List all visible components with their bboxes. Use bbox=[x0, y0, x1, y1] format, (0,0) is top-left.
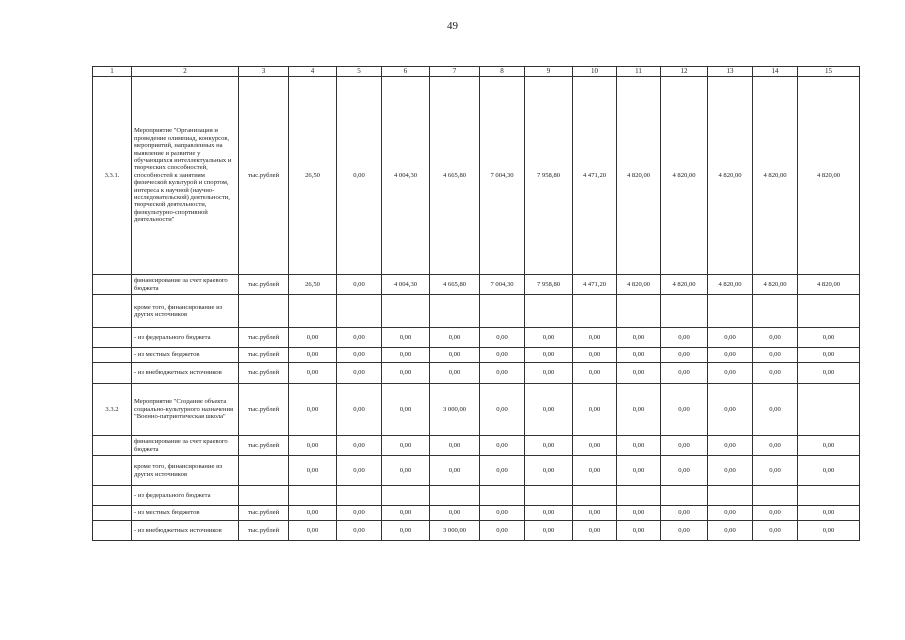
value-cell: 0,00 bbox=[753, 436, 798, 456]
value-cell: 4 820,00 bbox=[617, 77, 661, 275]
value-cell: 0,00 bbox=[289, 456, 337, 486]
value-cell: 0,00 bbox=[480, 348, 525, 363]
row-name-cell: финансирование за счет краевого бюджета bbox=[132, 275, 239, 295]
value-cell bbox=[573, 295, 617, 328]
value-cell: 0,00 bbox=[708, 506, 753, 521]
value-cell bbox=[708, 486, 753, 506]
table-row bbox=[93, 456, 860, 486]
value-cell: 0,00 bbox=[617, 506, 661, 521]
value-cell: 4 820,00 bbox=[661, 275, 708, 295]
value-cell: 4 820,00 bbox=[617, 275, 661, 295]
value-cell: 0,00 bbox=[337, 275, 382, 295]
value-cell: 0,00 bbox=[661, 384, 708, 436]
value-cell: 26,50 bbox=[289, 275, 337, 295]
row-name-cell: - из местных бюджетов bbox=[132, 348, 239, 363]
value-cell bbox=[708, 295, 753, 328]
value-cell: 0,00 bbox=[382, 328, 430, 348]
value-cell: 0,00 bbox=[382, 456, 430, 486]
value-cell: 0,00 bbox=[525, 521, 573, 541]
value-cell: 7 958,80 bbox=[525, 275, 573, 295]
value-cell: 0,00 bbox=[337, 456, 382, 486]
row-number-cell bbox=[93, 363, 132, 384]
value-cell: 0,00 bbox=[708, 456, 753, 486]
value-cell: 0,00 bbox=[430, 456, 480, 486]
row-number-cell bbox=[93, 521, 132, 541]
value-cell: 4 471,20 bbox=[573, 275, 617, 295]
row-name-cell: Мероприятие "Создание объекта социально-культурного назначения "Военно-патриотическая школа" bbox=[132, 384, 239, 436]
value-cell: 0,00 bbox=[573, 506, 617, 521]
value-cell: 0,00 bbox=[289, 506, 337, 521]
column-number: 3 bbox=[239, 67, 289, 77]
table-row bbox=[93, 295, 860, 328]
value-cell: 0,00 bbox=[430, 328, 480, 348]
table-row bbox=[93, 348, 860, 363]
value-cell: 7 958,80 bbox=[525, 77, 573, 275]
value-cell: 0,00 bbox=[525, 348, 573, 363]
value-cell: 4 004,30 bbox=[382, 275, 430, 295]
unit-cell: тыс.рублей bbox=[239, 506, 289, 521]
value-cell: 0,00 bbox=[661, 436, 708, 456]
row-number-cell bbox=[93, 295, 132, 328]
value-cell bbox=[337, 486, 382, 506]
value-cell: 0,00 bbox=[337, 348, 382, 363]
value-cell: 0,00 bbox=[382, 384, 430, 436]
value-cell: 0,00 bbox=[337, 384, 382, 436]
row-number-cell bbox=[93, 275, 132, 295]
value-cell: 0,00 bbox=[661, 506, 708, 521]
column-number: 8 bbox=[480, 67, 525, 77]
value-cell: 0,00 bbox=[382, 521, 430, 541]
row-name-cell: финансирование за счет краевого бюджета bbox=[132, 436, 239, 456]
value-cell: 0,00 bbox=[661, 456, 708, 486]
column-number: 12 bbox=[661, 67, 708, 77]
value-cell: 0,00 bbox=[289, 328, 337, 348]
value-cell: 0,00 bbox=[337, 521, 382, 541]
value-cell: 0,00 bbox=[661, 363, 708, 384]
value-cell: 0,00 bbox=[573, 348, 617, 363]
row-name-cell: кроме того, финансирование из других источников bbox=[132, 295, 239, 328]
unit-cell bbox=[239, 295, 289, 328]
value-cell: 0,00 bbox=[573, 384, 617, 436]
unit-cell: тыс.рублей bbox=[239, 348, 289, 363]
value-cell: 4 665,80 bbox=[430, 275, 480, 295]
value-cell: 0,00 bbox=[337, 436, 382, 456]
value-cell bbox=[525, 486, 573, 506]
value-cell: 4 665,80 bbox=[430, 77, 480, 275]
value-cell: 0,00 bbox=[617, 384, 661, 436]
value-cell bbox=[617, 486, 661, 506]
value-cell: 4 820,00 bbox=[798, 77, 860, 275]
column-number: 6 bbox=[382, 67, 430, 77]
row-name-cell: - из федерального бюджета bbox=[132, 486, 239, 506]
value-cell: 4 471,20 bbox=[573, 77, 617, 275]
value-cell: 0,00 bbox=[525, 363, 573, 384]
value-cell: 0,00 bbox=[753, 363, 798, 384]
value-cell: 4 004,30 bbox=[382, 77, 430, 275]
unit-cell: тыс.рублей bbox=[239, 436, 289, 456]
value-cell: 7 004,30 bbox=[480, 77, 525, 275]
unit-cell bbox=[239, 456, 289, 486]
value-cell: 0,00 bbox=[525, 328, 573, 348]
column-number: 13 bbox=[708, 67, 753, 77]
value-cell bbox=[617, 295, 661, 328]
unit-cell: тыс.рублей bbox=[239, 363, 289, 384]
value-cell: 0,00 bbox=[525, 506, 573, 521]
unit-cell bbox=[239, 486, 289, 506]
row-name-cell: - из внебюджетных источников bbox=[132, 363, 239, 384]
column-number: 1 bbox=[93, 67, 132, 77]
unit-cell: тыс.рублей bbox=[239, 384, 289, 436]
value-cell: 0,00 bbox=[337, 363, 382, 384]
row-number-cell bbox=[93, 348, 132, 363]
table-body bbox=[93, 67, 860, 541]
column-number: 11 bbox=[617, 67, 661, 77]
value-cell bbox=[382, 295, 430, 328]
value-cell: 0,00 bbox=[480, 328, 525, 348]
value-cell: 0,00 bbox=[430, 348, 480, 363]
value-cell bbox=[289, 295, 337, 328]
value-cell: 0,00 bbox=[617, 521, 661, 541]
value-cell: 0,00 bbox=[289, 348, 337, 363]
value-cell bbox=[480, 486, 525, 506]
value-cell: 4 820,00 bbox=[708, 77, 753, 275]
column-number: 9 bbox=[525, 67, 573, 77]
value-cell: 0,00 bbox=[753, 521, 798, 541]
table-row bbox=[93, 275, 860, 295]
value-cell: 0,00 bbox=[798, 328, 860, 348]
value-cell: 0,00 bbox=[337, 77, 382, 275]
column-number: 2 bbox=[132, 67, 239, 77]
value-cell: 0,00 bbox=[617, 436, 661, 456]
value-cell: 0,00 bbox=[661, 348, 708, 363]
row-number-cell bbox=[93, 328, 132, 348]
value-cell: 0,00 bbox=[382, 363, 430, 384]
value-cell: 3 000,00 bbox=[430, 384, 480, 436]
value-cell: 0,00 bbox=[708, 363, 753, 384]
row-number-cell: 3.3.2 bbox=[93, 384, 132, 436]
value-cell bbox=[430, 486, 480, 506]
value-cell: 26,50 bbox=[289, 77, 337, 275]
value-cell: 0,00 bbox=[480, 363, 525, 384]
value-cell bbox=[798, 295, 860, 328]
row-name-cell: кроме того, финансирование из других источников bbox=[132, 456, 239, 486]
column-number: 15 bbox=[798, 67, 860, 77]
value-cell: 0,00 bbox=[573, 363, 617, 384]
unit-cell: тыс.рублей bbox=[239, 77, 289, 275]
row-name-cell: - из внебюджетных источников bbox=[132, 521, 239, 541]
value-cell: 0,00 bbox=[617, 348, 661, 363]
value-cell bbox=[525, 295, 573, 328]
row-name-cell: - из местных бюджетов bbox=[132, 506, 239, 521]
value-cell: 0,00 bbox=[753, 456, 798, 486]
value-cell: 0,00 bbox=[708, 436, 753, 456]
value-cell: 0,00 bbox=[289, 384, 337, 436]
value-cell: 0,00 bbox=[753, 328, 798, 348]
value-cell: 0,00 bbox=[708, 384, 753, 436]
value-cell: 0,00 bbox=[798, 506, 860, 521]
column-number: 14 bbox=[753, 67, 798, 77]
value-cell bbox=[573, 486, 617, 506]
value-cell: 0,00 bbox=[525, 456, 573, 486]
value-cell: 0,00 bbox=[382, 436, 430, 456]
value-cell bbox=[480, 295, 525, 328]
table-row bbox=[93, 506, 860, 521]
value-cell: 0,00 bbox=[480, 436, 525, 456]
column-number: 4 bbox=[289, 67, 337, 77]
row-number-cell: 3.3.1. bbox=[93, 77, 132, 275]
value-cell bbox=[798, 486, 860, 506]
value-cell: 0,00 bbox=[798, 436, 860, 456]
table-row bbox=[93, 436, 860, 456]
value-cell: 0,00 bbox=[430, 363, 480, 384]
table-row bbox=[93, 363, 860, 384]
column-number: 7 bbox=[430, 67, 480, 77]
value-cell: 0,00 bbox=[382, 348, 430, 363]
value-cell: 0,00 bbox=[617, 456, 661, 486]
value-cell: 0,00 bbox=[708, 521, 753, 541]
row-number-cell bbox=[93, 506, 132, 521]
value-cell: 0,00 bbox=[661, 521, 708, 541]
page-number: 49 bbox=[447, 20, 458, 32]
table-row bbox=[93, 77, 860, 275]
value-cell: 0,00 bbox=[337, 328, 382, 348]
value-cell bbox=[753, 295, 798, 328]
value-cell: 0,00 bbox=[289, 363, 337, 384]
value-cell: 0,00 bbox=[573, 456, 617, 486]
value-cell: 0,00 bbox=[382, 506, 430, 521]
value-cell: 3 000,00 bbox=[430, 521, 480, 541]
value-cell: 0,00 bbox=[798, 348, 860, 363]
unit-cell: тыс.рублей bbox=[239, 275, 289, 295]
value-cell: 4 820,00 bbox=[661, 77, 708, 275]
value-cell: 4 820,00 bbox=[708, 275, 753, 295]
budget-table bbox=[92, 66, 860, 541]
value-cell: 0,00 bbox=[708, 348, 753, 363]
value-cell: 4 820,00 bbox=[753, 77, 798, 275]
value-cell bbox=[661, 486, 708, 506]
value-cell: 0,00 bbox=[798, 521, 860, 541]
column-number-row bbox=[93, 67, 860, 77]
value-cell: 0,00 bbox=[430, 506, 480, 521]
table-row bbox=[93, 384, 860, 436]
column-number: 5 bbox=[337, 67, 382, 77]
value-cell bbox=[753, 486, 798, 506]
row-number-cell bbox=[93, 456, 132, 486]
value-cell: 0,00 bbox=[430, 436, 480, 456]
table-row bbox=[93, 521, 860, 541]
value-cell: 0,00 bbox=[798, 456, 860, 486]
value-cell: 0,00 bbox=[525, 384, 573, 436]
value-cell bbox=[661, 295, 708, 328]
value-cell: 0,00 bbox=[753, 384, 798, 436]
value-cell bbox=[382, 486, 430, 506]
table-row bbox=[93, 486, 860, 506]
value-cell: 0,00 bbox=[480, 384, 525, 436]
unit-cell: тыс.рублей bbox=[239, 521, 289, 541]
value-cell bbox=[337, 295, 382, 328]
value-cell: 4 820,00 bbox=[753, 275, 798, 295]
value-cell bbox=[430, 295, 480, 328]
value-cell: 0,00 bbox=[573, 328, 617, 348]
value-cell: 0,00 bbox=[480, 506, 525, 521]
value-cell: 0,00 bbox=[661, 328, 708, 348]
value-cell bbox=[798, 384, 860, 436]
column-number: 10 bbox=[573, 67, 617, 77]
unit-cell: тыс.рублей bbox=[239, 328, 289, 348]
value-cell: 0,00 bbox=[798, 363, 860, 384]
value-cell: 7 004,30 bbox=[480, 275, 525, 295]
value-cell: 0,00 bbox=[753, 348, 798, 363]
row-number-cell bbox=[93, 436, 132, 456]
value-cell: 0,00 bbox=[337, 506, 382, 521]
value-cell: 0,00 bbox=[753, 506, 798, 521]
value-cell: 0,00 bbox=[573, 521, 617, 541]
value-cell: 0,00 bbox=[480, 521, 525, 541]
value-cell: 0,00 bbox=[573, 436, 617, 456]
value-cell: 4 820,00 bbox=[798, 275, 860, 295]
value-cell: 0,00 bbox=[289, 436, 337, 456]
value-cell: 0,00 bbox=[617, 328, 661, 348]
table-row bbox=[93, 328, 860, 348]
row-name-cell: - из федерального бюджета bbox=[132, 328, 239, 348]
value-cell: 0,00 bbox=[525, 436, 573, 456]
value-cell: 0,00 bbox=[617, 363, 661, 384]
value-cell: 0,00 bbox=[289, 521, 337, 541]
row-number-cell bbox=[93, 486, 132, 506]
value-cell bbox=[289, 486, 337, 506]
value-cell: 0,00 bbox=[480, 456, 525, 486]
row-name-cell: Мероприятие "Организация и проведение олимпиад, конкурсов, мероприятий, направленных на выявление и развитие у обучающихся интеллектуальных и творческих способностей, способностей к занятиям физической культурой и спортом, интереса к научной (научно-исследовательской) деятельности, творческой деятельности, физкультурно-спортивной деятельности" bbox=[132, 77, 239, 275]
value-cell: 0,00 bbox=[708, 328, 753, 348]
